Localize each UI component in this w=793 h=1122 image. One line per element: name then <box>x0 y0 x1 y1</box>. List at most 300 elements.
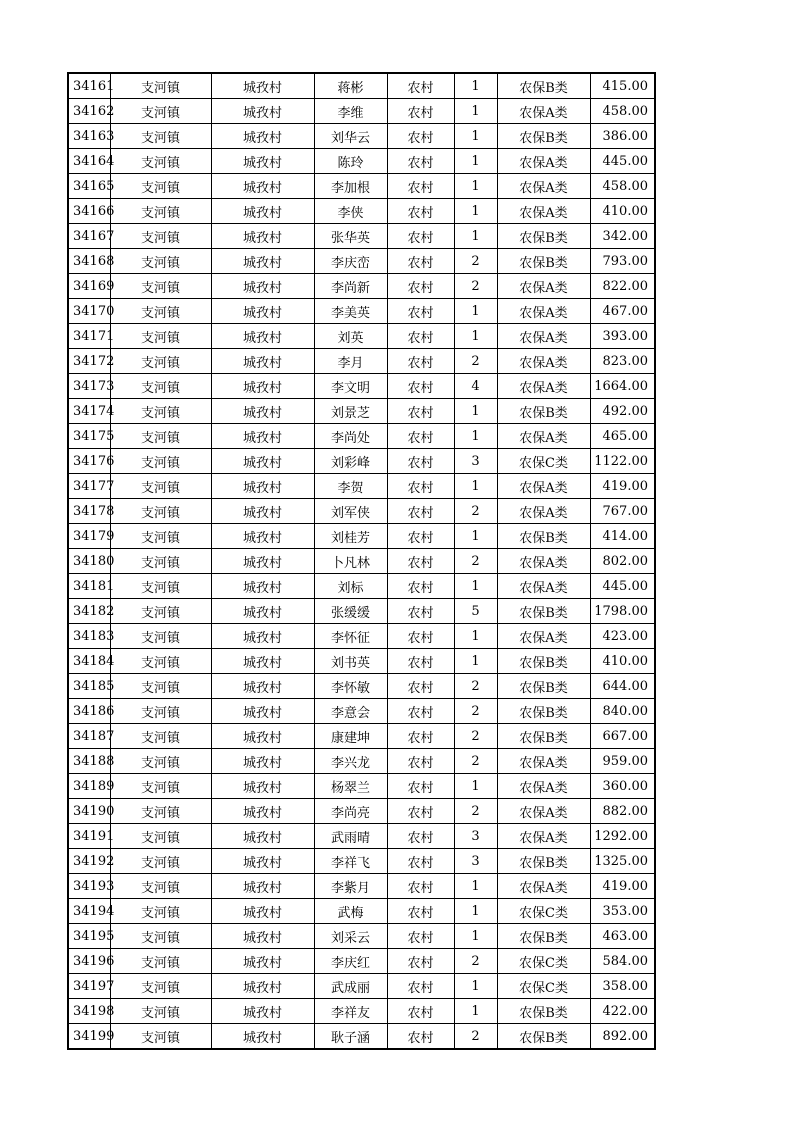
household-type-cell: 农村 <box>387 124 454 149</box>
household-type-cell: 农村 <box>387 174 454 199</box>
record-id-cell: 34194 <box>68 899 110 924</box>
category-cell: 农保A类 <box>497 274 590 299</box>
town-cell: 支河镇 <box>110 324 211 349</box>
town-cell: 支河镇 <box>110 73 211 99</box>
amount-cell: 1798.00 <box>590 599 655 624</box>
record-id-cell: 34176 <box>68 449 110 474</box>
record-id-cell: 34191 <box>68 824 110 849</box>
table-row <box>68 674 655 699</box>
amount-cell: 644.00 <box>590 674 655 699</box>
member-count-cell: 1 <box>454 474 497 499</box>
village-cell: 城孜村 <box>211 574 314 599</box>
household-type-cell: 农村 <box>387 649 454 674</box>
village-cell: 城孜村 <box>211 324 314 349</box>
amount-cell: 463.00 <box>590 924 655 949</box>
name-cell: 卜凡林 <box>314 549 387 574</box>
category-cell: 农保A类 <box>497 149 590 174</box>
category-cell: 农保C类 <box>497 899 590 924</box>
record-id-cell: 34178 <box>68 499 110 524</box>
amount-cell: 822.00 <box>590 274 655 299</box>
name-cell: 李尚新 <box>314 274 387 299</box>
table-row <box>68 224 655 249</box>
category-cell: 农保C类 <box>497 449 590 474</box>
town-cell: 支河镇 <box>110 799 211 824</box>
household-type-cell: 农村 <box>387 374 454 399</box>
village-cell: 城孜村 <box>211 799 314 824</box>
village-cell: 城孜村 <box>211 474 314 499</box>
name-cell: 刘军侠 <box>314 499 387 524</box>
record-id-cell: 34172 <box>68 349 110 374</box>
amount-cell: 802.00 <box>590 549 655 574</box>
name-cell: 武成丽 <box>314 974 387 999</box>
amount-cell: 360.00 <box>590 774 655 799</box>
member-count-cell: 1 <box>454 874 497 899</box>
member-count-cell: 1 <box>454 424 497 449</box>
name-cell: 刘景芝 <box>314 399 387 424</box>
town-cell: 支河镇 <box>110 374 211 399</box>
table-row <box>68 924 655 949</box>
household-type-cell: 农村 <box>387 299 454 324</box>
household-type-cell: 农村 <box>387 699 454 724</box>
record-id-cell: 34169 <box>68 274 110 299</box>
table-row <box>68 324 655 349</box>
table-row <box>68 499 655 524</box>
member-count-cell: 1 <box>454 324 497 349</box>
village-cell: 城孜村 <box>211 649 314 674</box>
table-row <box>68 524 655 549</box>
name-cell: 刘采云 <box>314 924 387 949</box>
household-type-cell: 农村 <box>387 399 454 424</box>
member-count-cell: 2 <box>454 799 497 824</box>
name-cell: 李尚亮 <box>314 799 387 824</box>
amount-cell: 1292.00 <box>590 824 655 849</box>
household-type-cell: 农村 <box>387 324 454 349</box>
household-type-cell: 农村 <box>387 349 454 374</box>
amount-cell: 458.00 <box>590 99 655 124</box>
name-cell: 李贺 <box>314 474 387 499</box>
table-row <box>68 949 655 974</box>
village-cell: 城孜村 <box>211 699 314 724</box>
household-type-cell: 农村 <box>387 624 454 649</box>
village-cell: 城孜村 <box>211 824 314 849</box>
member-count-cell: 2 <box>454 749 497 774</box>
record-id-cell: 34190 <box>68 799 110 824</box>
town-cell: 支河镇 <box>110 149 211 174</box>
amount-cell: 410.00 <box>590 649 655 674</box>
record-id-cell: 34161 <box>68 73 110 99</box>
category-cell: 农保B类 <box>497 599 590 624</box>
village-cell: 城孜村 <box>211 349 314 374</box>
table-row <box>68 824 655 849</box>
town-cell: 支河镇 <box>110 449 211 474</box>
amount-cell: 422.00 <box>590 999 655 1024</box>
village-cell: 城孜村 <box>211 449 314 474</box>
table-row <box>68 724 655 749</box>
member-count-cell: 3 <box>454 824 497 849</box>
member-count-cell: 1 <box>454 574 497 599</box>
name-cell: 刘英 <box>314 324 387 349</box>
category-cell: 农保A类 <box>497 874 590 899</box>
member-count-cell: 2 <box>454 724 497 749</box>
household-type-cell: 农村 <box>387 524 454 549</box>
table-row <box>68 624 655 649</box>
member-count-cell: 1 <box>454 974 497 999</box>
household-type-cell: 农村 <box>387 474 454 499</box>
amount-cell: 414.00 <box>590 524 655 549</box>
member-count-cell: 2 <box>454 549 497 574</box>
town-cell: 支河镇 <box>110 249 211 274</box>
table-row <box>68 274 655 299</box>
record-id-cell: 34187 <box>68 724 110 749</box>
amount-cell: 353.00 <box>590 899 655 924</box>
category-cell: 农保B类 <box>497 699 590 724</box>
name-cell: 李意会 <box>314 699 387 724</box>
name-cell: 李维 <box>314 99 387 124</box>
category-cell: 农保B类 <box>497 649 590 674</box>
town-cell: 支河镇 <box>110 224 211 249</box>
amount-cell: 1325.00 <box>590 849 655 874</box>
category-cell: 农保A类 <box>497 774 590 799</box>
record-id-cell: 34188 <box>68 749 110 774</box>
town-cell: 支河镇 <box>110 524 211 549</box>
category-cell: 农保A类 <box>497 299 590 324</box>
amount-cell: 840.00 <box>590 699 655 724</box>
name-cell: 刘桂芳 <box>314 524 387 549</box>
member-count-cell: 1 <box>454 624 497 649</box>
category-cell: 农保B类 <box>497 73 590 99</box>
name-cell: 刘标 <box>314 574 387 599</box>
member-count-cell: 1 <box>454 399 497 424</box>
amount-cell: 793.00 <box>590 249 655 274</box>
village-cell: 城孜村 <box>211 524 314 549</box>
name-cell: 张华英 <box>314 224 387 249</box>
village-cell: 城孜村 <box>211 149 314 174</box>
category-cell: 农保A类 <box>497 349 590 374</box>
town-cell: 支河镇 <box>110 99 211 124</box>
amount-cell: 467.00 <box>590 299 655 324</box>
category-cell: 农保A类 <box>497 574 590 599</box>
village-cell: 城孜村 <box>211 924 314 949</box>
household-type-cell: 农村 <box>387 899 454 924</box>
record-id-cell: 34195 <box>68 924 110 949</box>
table-row <box>68 974 655 999</box>
town-cell: 支河镇 <box>110 549 211 574</box>
household-type-cell: 农村 <box>387 924 454 949</box>
town-cell: 支河镇 <box>110 499 211 524</box>
table-row <box>68 249 655 274</box>
table-row <box>68 299 655 324</box>
name-cell: 李尚处 <box>314 424 387 449</box>
name-cell: 李祥友 <box>314 999 387 1024</box>
table-row <box>68 549 655 574</box>
table-row <box>68 174 655 199</box>
household-type-cell: 农村 <box>387 424 454 449</box>
name-cell: 陈玲 <box>314 149 387 174</box>
amount-cell: 445.00 <box>590 574 655 599</box>
record-id-cell: 34163 <box>68 124 110 149</box>
town-cell: 支河镇 <box>110 699 211 724</box>
village-cell: 城孜村 <box>211 674 314 699</box>
member-count-cell: 1 <box>454 124 497 149</box>
village-cell: 城孜村 <box>211 249 314 274</box>
record-id-cell: 34171 <box>68 324 110 349</box>
town-cell: 支河镇 <box>110 874 211 899</box>
village-cell: 城孜村 <box>211 549 314 574</box>
category-cell: 农保A类 <box>497 824 590 849</box>
record-id-cell: 34164 <box>68 149 110 174</box>
table-row <box>68 749 655 774</box>
category-cell: 农保A类 <box>497 749 590 774</box>
town-cell: 支河镇 <box>110 749 211 774</box>
name-cell: 李紫月 <box>314 874 387 899</box>
amount-cell: 667.00 <box>590 724 655 749</box>
record-id-cell: 34162 <box>68 99 110 124</box>
household-type-cell: 农村 <box>387 724 454 749</box>
record-id-cell: 34174 <box>68 399 110 424</box>
amount-cell: 445.00 <box>590 149 655 174</box>
name-cell: 武雨晴 <box>314 824 387 849</box>
category-cell: 农保A类 <box>497 499 590 524</box>
town-cell: 支河镇 <box>110 299 211 324</box>
town-cell: 支河镇 <box>110 974 211 999</box>
town-cell: 支河镇 <box>110 274 211 299</box>
name-cell: 李月 <box>314 349 387 374</box>
member-count-cell: 5 <box>454 599 497 624</box>
table-row <box>68 374 655 399</box>
member-count-cell: 2 <box>454 349 497 374</box>
category-cell: 农保C类 <box>497 974 590 999</box>
village-cell: 城孜村 <box>211 599 314 624</box>
town-cell: 支河镇 <box>110 174 211 199</box>
member-count-cell: 1 <box>454 174 497 199</box>
household-type-cell: 农村 <box>387 749 454 774</box>
household-type-cell: 农村 <box>387 149 454 174</box>
member-count-cell: 1 <box>454 999 497 1024</box>
record-id-cell: 34192 <box>68 849 110 874</box>
record-id-cell: 34193 <box>68 874 110 899</box>
amount-cell: 1122.00 <box>590 449 655 474</box>
household-type-cell: 农村 <box>387 224 454 249</box>
record-id-cell: 34180 <box>68 549 110 574</box>
amount-cell: 393.00 <box>590 324 655 349</box>
category-cell: 农保B类 <box>497 1024 590 1050</box>
table-row <box>68 149 655 174</box>
village-cell: 城孜村 <box>211 999 314 1024</box>
table-row <box>68 574 655 599</box>
name-cell: 武梅 <box>314 899 387 924</box>
table-row <box>68 649 655 674</box>
amount-cell: 386.00 <box>590 124 655 149</box>
village-cell: 城孜村 <box>211 499 314 524</box>
category-cell: 农保A类 <box>497 199 590 224</box>
household-type-cell: 农村 <box>387 449 454 474</box>
amount-cell: 419.00 <box>590 474 655 499</box>
member-count-cell: 2 <box>454 1024 497 1050</box>
table-row <box>68 424 655 449</box>
household-type-cell: 农村 <box>387 599 454 624</box>
name-cell: 李兴龙 <box>314 749 387 774</box>
name-cell: 刘彩峰 <box>314 449 387 474</box>
record-id-cell: 34181 <box>68 574 110 599</box>
name-cell: 蒋彬 <box>314 73 387 99</box>
member-count-cell: 1 <box>454 73 497 99</box>
village-cell: 城孜村 <box>211 899 314 924</box>
household-type-cell: 农村 <box>387 549 454 574</box>
household-type-cell: 农村 <box>387 274 454 299</box>
member-count-cell: 1 <box>454 924 497 949</box>
amount-cell: 465.00 <box>590 424 655 449</box>
town-cell: 支河镇 <box>110 349 211 374</box>
record-id-cell: 34197 <box>68 974 110 999</box>
category-cell: 农保B类 <box>497 999 590 1024</box>
table-row <box>68 874 655 899</box>
town-cell: 支河镇 <box>110 899 211 924</box>
name-cell: 李庆红 <box>314 949 387 974</box>
town-cell: 支河镇 <box>110 124 211 149</box>
table-body <box>68 73 655 1049</box>
record-id-cell: 34199 <box>68 1024 110 1050</box>
name-cell: 张缓缓 <box>314 599 387 624</box>
allowance-table <box>67 72 656 1050</box>
table-row <box>68 449 655 474</box>
amount-cell: 423.00 <box>590 624 655 649</box>
member-count-cell: 2 <box>454 499 497 524</box>
member-count-cell: 1 <box>454 524 497 549</box>
name-cell: 李加根 <box>314 174 387 199</box>
record-id-cell: 34179 <box>68 524 110 549</box>
category-cell: 农保C类 <box>497 949 590 974</box>
village-cell: 城孜村 <box>211 724 314 749</box>
amount-cell: 892.00 <box>590 1024 655 1050</box>
member-count-cell: 2 <box>454 274 497 299</box>
amount-cell: 415.00 <box>590 73 655 99</box>
category-cell: 农保B类 <box>497 724 590 749</box>
name-cell: 李文明 <box>314 374 387 399</box>
name-cell: 刘书英 <box>314 649 387 674</box>
member-count-cell: 4 <box>454 374 497 399</box>
member-count-cell: 2 <box>454 674 497 699</box>
name-cell: 李怀敏 <box>314 674 387 699</box>
household-type-cell: 农村 <box>387 249 454 274</box>
name-cell: 李侠 <box>314 199 387 224</box>
category-cell: 农保B类 <box>497 224 590 249</box>
category-cell: 农保A类 <box>497 374 590 399</box>
village-cell: 城孜村 <box>211 874 314 899</box>
town-cell: 支河镇 <box>110 649 211 674</box>
amount-cell: 584.00 <box>590 949 655 974</box>
village-cell: 城孜村 <box>211 274 314 299</box>
category-cell: 农保A类 <box>497 549 590 574</box>
village-cell: 城孜村 <box>211 374 314 399</box>
table-row <box>68 699 655 724</box>
member-count-cell: 1 <box>454 649 497 674</box>
category-cell: 农保A类 <box>497 174 590 199</box>
village-cell: 城孜村 <box>211 774 314 799</box>
household-type-cell: 农村 <box>387 1024 454 1050</box>
village-cell: 城孜村 <box>211 174 314 199</box>
town-cell: 支河镇 <box>110 774 211 799</box>
table-row <box>68 474 655 499</box>
record-id-cell: 34185 <box>68 674 110 699</box>
town-cell: 支河镇 <box>110 924 211 949</box>
member-count-cell: 1 <box>454 149 497 174</box>
record-id-cell: 34168 <box>68 249 110 274</box>
household-type-cell: 农村 <box>387 799 454 824</box>
table-row <box>68 599 655 624</box>
name-cell: 刘华云 <box>314 124 387 149</box>
village-cell: 城孜村 <box>211 73 314 99</box>
member-count-cell: 3 <box>454 449 497 474</box>
record-id-cell: 34167 <box>68 224 110 249</box>
name-cell: 李美英 <box>314 299 387 324</box>
member-count-cell: 1 <box>454 299 497 324</box>
category-cell: 农保A类 <box>497 99 590 124</box>
category-cell: 农保B类 <box>497 399 590 424</box>
member-count-cell: 3 <box>454 849 497 874</box>
name-cell: 李怀征 <box>314 624 387 649</box>
member-count-cell: 2 <box>454 249 497 274</box>
name-cell: 康建坤 <box>314 724 387 749</box>
table-row <box>68 1024 655 1050</box>
record-id-cell: 34165 <box>68 174 110 199</box>
village-cell: 城孜村 <box>211 974 314 999</box>
village-cell: 城孜村 <box>211 399 314 424</box>
town-cell: 支河镇 <box>110 724 211 749</box>
town-cell: 支河镇 <box>110 674 211 699</box>
category-cell: 农保A类 <box>497 624 590 649</box>
table-row <box>68 99 655 124</box>
name-cell: 杨翠兰 <box>314 774 387 799</box>
amount-cell: 419.00 <box>590 874 655 899</box>
record-id-cell: 34173 <box>68 374 110 399</box>
name-cell: 李庆峦 <box>314 249 387 274</box>
amount-cell: 882.00 <box>590 799 655 824</box>
household-type-cell: 农村 <box>387 574 454 599</box>
amount-cell: 458.00 <box>590 174 655 199</box>
household-type-cell: 农村 <box>387 874 454 899</box>
village-cell: 城孜村 <box>211 849 314 874</box>
amount-cell: 823.00 <box>590 349 655 374</box>
name-cell: 耿子涵 <box>314 1024 387 1050</box>
table-row <box>68 399 655 424</box>
category-cell: 农保B类 <box>497 124 590 149</box>
town-cell: 支河镇 <box>110 1024 211 1050</box>
record-id-cell: 34170 <box>68 299 110 324</box>
record-id-cell: 34186 <box>68 699 110 724</box>
category-cell: 农保A类 <box>497 424 590 449</box>
village-cell: 城孜村 <box>211 199 314 224</box>
village-cell: 城孜村 <box>211 299 314 324</box>
village-cell: 城孜村 <box>211 624 314 649</box>
town-cell: 支河镇 <box>110 949 211 974</box>
amount-cell: 492.00 <box>590 399 655 424</box>
member-count-cell: 1 <box>454 99 497 124</box>
household-type-cell: 农村 <box>387 774 454 799</box>
category-cell: 农保B类 <box>497 924 590 949</box>
household-type-cell: 农村 <box>387 974 454 999</box>
amount-cell: 767.00 <box>590 499 655 524</box>
record-id-cell: 34189 <box>68 774 110 799</box>
category-cell: 农保A类 <box>497 324 590 349</box>
town-cell: 支河镇 <box>110 399 211 424</box>
table-row <box>68 774 655 799</box>
town-cell: 支河镇 <box>110 849 211 874</box>
village-cell: 城孜村 <box>211 949 314 974</box>
table-row <box>68 799 655 824</box>
amount-cell: 410.00 <box>590 199 655 224</box>
household-type-cell: 农村 <box>387 499 454 524</box>
amount-cell: 1664.00 <box>590 374 655 399</box>
